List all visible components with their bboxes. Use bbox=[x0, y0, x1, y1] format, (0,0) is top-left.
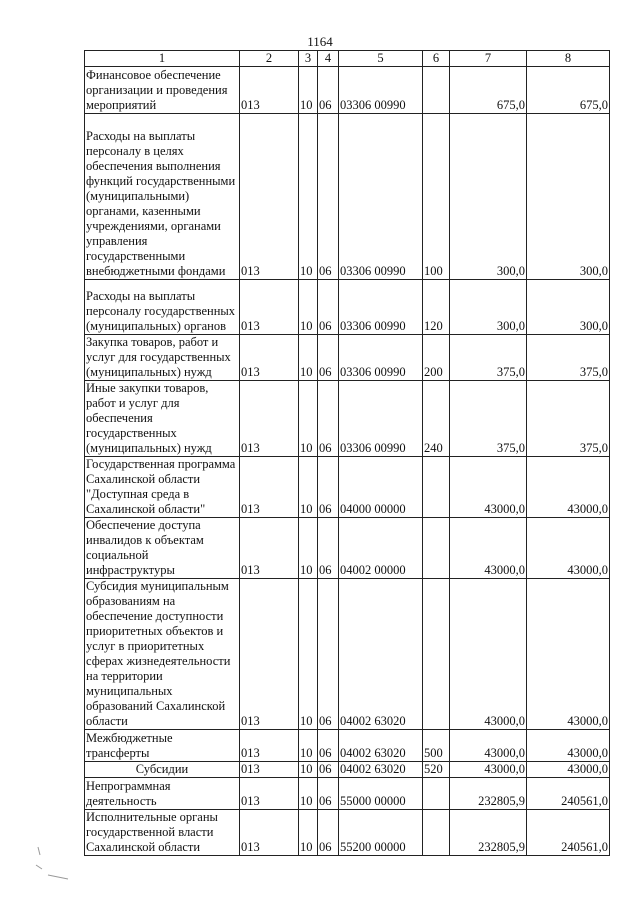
cell-section: 10 bbox=[299, 335, 318, 381]
cell-ministry: 013 bbox=[240, 280, 299, 335]
cell-section: 10 bbox=[299, 114, 318, 280]
cell-expense-type bbox=[423, 67, 450, 114]
row-name: Межбюджетные трансферты bbox=[85, 730, 240, 762]
cell-expense-type: 200 bbox=[423, 335, 450, 381]
table-row bbox=[85, 730, 610, 762]
header-row bbox=[85, 51, 610, 67]
cell-target-article: 55000 00000 bbox=[339, 778, 423, 810]
cell-section: 10 bbox=[299, 67, 318, 114]
cell-subsection: 06 bbox=[318, 579, 339, 730]
cell-target-article: 04000 00000 bbox=[339, 457, 423, 518]
table-row bbox=[85, 810, 610, 856]
cell-amount-1: 375,0 bbox=[450, 381, 527, 457]
cell-target-article: 04002 63020 bbox=[339, 762, 423, 778]
cell-amount-2: 375,0 bbox=[527, 335, 610, 381]
cell-amount-2: 43000,0 bbox=[527, 518, 610, 579]
table-row bbox=[85, 778, 610, 810]
cell-amount-1: 43000,0 bbox=[450, 762, 527, 778]
cell-subsection: 06 bbox=[318, 730, 339, 762]
cell-subsection: 06 bbox=[318, 457, 339, 518]
row-name: Обеспечение доступа инвалидов к объектам социальной инфраструктуры bbox=[85, 518, 240, 579]
header-cell: 6 bbox=[423, 51, 450, 67]
cell-amount-1: 43000,0 bbox=[450, 457, 527, 518]
cell-subsection: 06 bbox=[318, 335, 339, 381]
cell-expense-type bbox=[423, 518, 450, 579]
cell-amount-2: 240561,0 bbox=[527, 810, 610, 856]
cell-target-article: 55200 00000 bbox=[339, 810, 423, 856]
cell-subsection: 06 bbox=[318, 280, 339, 335]
cell-section: 10 bbox=[299, 381, 318, 457]
scan-marks bbox=[28, 845, 88, 895]
cell-expense-type bbox=[423, 778, 450, 810]
cell-target-article: 03306 00990 bbox=[339, 335, 423, 381]
cell-amount-1: 43000,0 bbox=[450, 579, 527, 730]
cell-ministry: 013 bbox=[240, 730, 299, 762]
cell-amount-2: 675,0 bbox=[527, 67, 610, 114]
cell-ministry: 013 bbox=[240, 579, 299, 730]
header-cell: 5 bbox=[339, 51, 423, 67]
cell-section: 10 bbox=[299, 730, 318, 762]
cell-subsection: 06 bbox=[318, 778, 339, 810]
cell-ministry: 013 bbox=[240, 67, 299, 114]
table-row bbox=[85, 280, 610, 335]
cell-expense-type: 240 bbox=[423, 381, 450, 457]
cell-ministry: 013 bbox=[240, 335, 299, 381]
row-name: Финансовое обеспечение организации и проведения мероприятий bbox=[85, 67, 240, 114]
header-cell: 3 bbox=[299, 51, 318, 67]
cell-section: 10 bbox=[299, 518, 318, 579]
cell-subsection: 06 bbox=[318, 114, 339, 280]
cell-amount-2: 43000,0 bbox=[527, 457, 610, 518]
row-name: Субсидия муниципальным образованиям на обеспечение доступности приоритетных объектов и услуг в приоритетных сферах жизнедеятельности на территории муниципальных образований Сахалинской области bbox=[85, 579, 240, 730]
cell-section: 10 bbox=[299, 280, 318, 335]
cell-ministry: 013 bbox=[240, 762, 299, 778]
cell-amount-2: 375,0 bbox=[527, 381, 610, 457]
cell-amount-2: 300,0 bbox=[527, 280, 610, 335]
cell-amount-1: 232805,9 bbox=[450, 810, 527, 856]
header-cell: 7 bbox=[450, 51, 527, 67]
cell-subsection: 06 bbox=[318, 810, 339, 856]
cell-section: 10 bbox=[299, 778, 318, 810]
cell-expense-type: 100 bbox=[423, 114, 450, 280]
row-name: Иные закупки товаров, работ и услуг для обеспечения государственных (муниципальных) нужд bbox=[85, 381, 240, 457]
cell-target-article: 04002 63020 bbox=[339, 579, 423, 730]
table-row bbox=[85, 518, 610, 579]
cell-subsection: 06 bbox=[318, 518, 339, 579]
cell-target-article: 04002 00000 bbox=[339, 518, 423, 579]
cell-expense-type bbox=[423, 457, 450, 518]
row-name: Субсидии bbox=[85, 762, 240, 778]
cell-ministry: 013 bbox=[240, 381, 299, 457]
cell-subsection: 06 bbox=[318, 381, 339, 457]
cell-amount-1: 43000,0 bbox=[450, 730, 527, 762]
header-cell: 1 bbox=[85, 51, 240, 67]
cell-amount-1: 300,0 bbox=[450, 114, 527, 280]
row-name: Расходы на выплаты персоналу государственных (муниципальных) органов bbox=[85, 280, 240, 335]
row-name: Государственная программа Сахалинской области "Доступная среда в Сахалинской области" bbox=[85, 457, 240, 518]
cell-ministry: 013 bbox=[240, 810, 299, 856]
cell-ministry: 013 bbox=[240, 114, 299, 280]
page-number: 1164 bbox=[307, 34, 333, 49]
table-row bbox=[85, 335, 610, 381]
cell-ministry: 013 bbox=[240, 457, 299, 518]
table-row bbox=[85, 67, 610, 114]
cell-target-article: 03306 00990 bbox=[339, 114, 423, 280]
table-row bbox=[85, 457, 610, 518]
cell-target-article: 03306 00990 bbox=[339, 67, 423, 114]
header-cell: 4 bbox=[318, 51, 339, 67]
cell-amount-2: 300,0 bbox=[527, 114, 610, 280]
cell-target-article: 03306 00990 bbox=[339, 280, 423, 335]
table-row bbox=[85, 381, 610, 457]
cell-amount-1: 300,0 bbox=[450, 280, 527, 335]
cell-subsection: 06 bbox=[318, 67, 339, 114]
table-row bbox=[85, 579, 610, 730]
cell-amount-1: 43000,0 bbox=[450, 518, 527, 579]
cell-target-article: 04002 63020 bbox=[339, 730, 423, 762]
cell-amount-1: 375,0 bbox=[450, 335, 527, 381]
table-row bbox=[85, 762, 610, 778]
cell-section: 10 bbox=[299, 579, 318, 730]
cell-amount-2: 240561,0 bbox=[527, 778, 610, 810]
cell-target-article: 03306 00990 bbox=[339, 381, 423, 457]
cell-expense-type bbox=[423, 810, 450, 856]
header-cell: 8 bbox=[527, 51, 610, 67]
cell-amount-2: 43000,0 bbox=[527, 579, 610, 730]
cell-expense-type bbox=[423, 579, 450, 730]
cell-section: 10 bbox=[299, 457, 318, 518]
cell-expense-type: 520 bbox=[423, 762, 450, 778]
header-cell: 2 bbox=[240, 51, 299, 67]
cell-subsection: 06 bbox=[318, 762, 339, 778]
cell-ministry: 013 bbox=[240, 778, 299, 810]
cell-expense-type: 500 bbox=[423, 730, 450, 762]
table-row bbox=[85, 114, 610, 280]
row-name: Исполнительные органы государственной власти Сахалинской области bbox=[85, 810, 240, 856]
budget-table bbox=[84, 50, 610, 856]
row-name: Закупка товаров, работ и услуг для государственных (муниципальных) нужд bbox=[85, 335, 240, 381]
row-name: Непрограммная деятельность bbox=[85, 778, 240, 810]
cell-section: 10 bbox=[299, 810, 318, 856]
cell-expense-type: 120 bbox=[423, 280, 450, 335]
cell-amount-1: 675,0 bbox=[450, 67, 527, 114]
cell-amount-1: 232805,9 bbox=[450, 778, 527, 810]
cell-amount-2: 43000,0 bbox=[527, 762, 610, 778]
cell-section: 10 bbox=[299, 762, 318, 778]
cell-ministry: 013 bbox=[240, 518, 299, 579]
row-name: Расходы на выплаты персоналу в целях обеспечения выполнения функций государственными (муниципальными) органами, казенными учреждениями, органами управления государственными внебюджетными фондами bbox=[85, 114, 240, 280]
cell-amount-2: 43000,0 bbox=[527, 730, 610, 762]
